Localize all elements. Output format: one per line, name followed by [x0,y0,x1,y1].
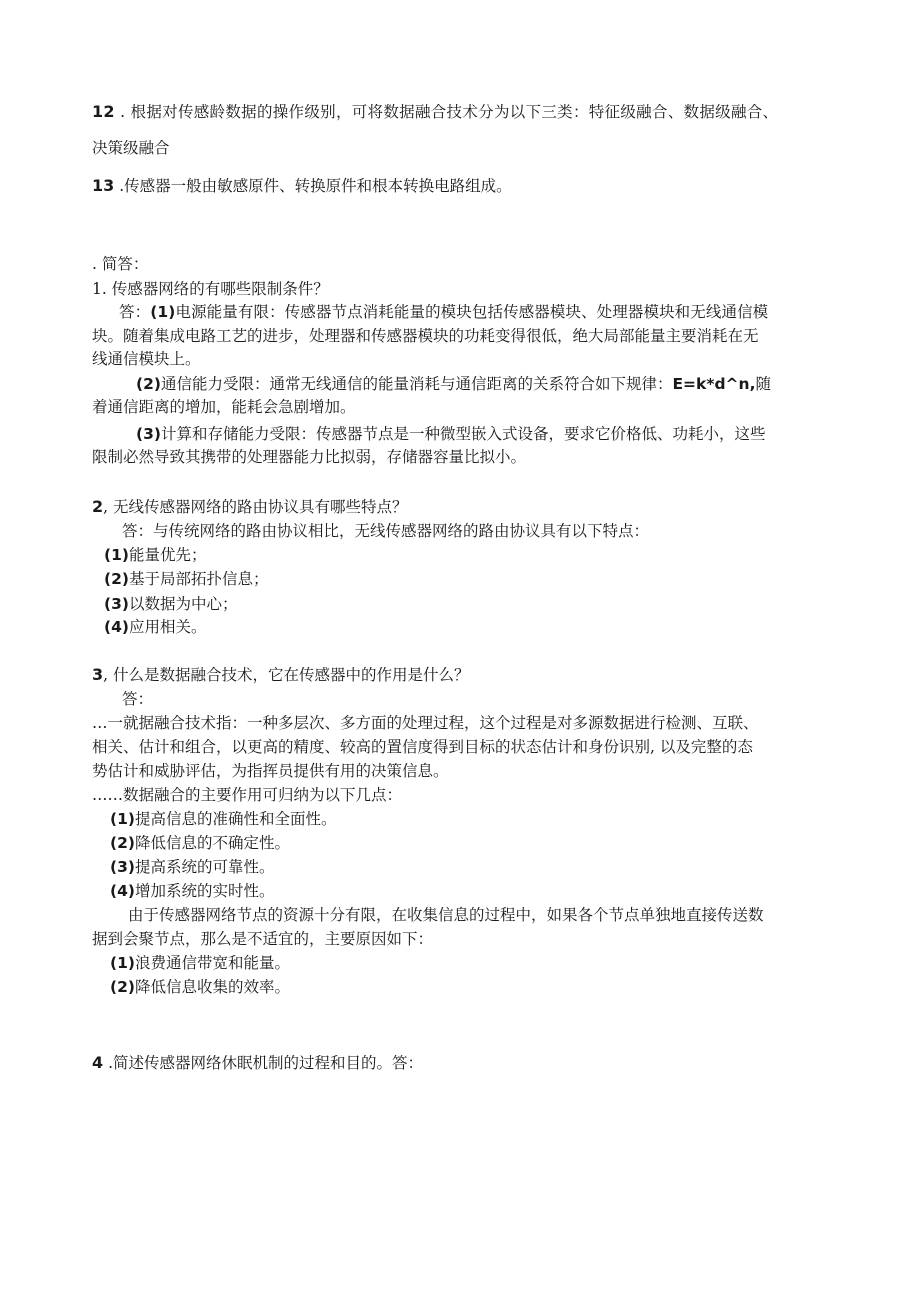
answer-3-line-3 [92,761,449,781]
question-2-title [92,497,408,517]
answer-text: 提高信息的准确性和全面性。 [134,810,337,828]
answer-2-item-1 [104,545,206,565]
question-12-line [92,102,778,122]
answer-label: 答： [119,303,151,321]
question-text: .简述传感器网络休眠机制的过程和目的。答： [103,1054,423,1072]
list-marker: (4) [104,618,129,636]
list-marker: (4) [110,882,135,900]
answer-text: 基于局部拓扑信息； [128,570,269,588]
question-13-line [92,176,512,196]
answer-2-item-4 [104,617,206,637]
list-marker: (3) [104,595,129,613]
answer-3-line-4 [92,785,402,805]
answer-text: 着通信距离的增加，能耗会急剧增加。 [92,398,356,416]
question-number: 4 [92,1053,104,1072]
question-text: 1. 传感器网络的有哪些限制条件？ [92,280,329,298]
answer-3-reason-2 [110,977,290,997]
answer-text: 计算和存储能力受限：传感器节点是一种微型嵌入式设备，要求它价格低、功耗小，这些 [160,425,766,443]
answer-text: 由于传感器网络节点的资源十分有限，在收集信息的过程中，如果各个节点单独地直接传送数 [128,906,764,924]
formula: E=k*d^n, [672,375,756,393]
answer-text: 以数据为中心； [128,595,238,613]
answer-text: 降低信息的不确定性。 [134,834,290,852]
question-number: 12 [92,102,115,121]
answer-1-item-2-cont [92,397,356,417]
list-marker: (1) [110,810,135,828]
list-marker: (1) [110,954,135,972]
question-text: , 什么是数据融合技术，它在传感器中的作用是什么？ [103,666,470,684]
list-marker: (2) [136,375,161,393]
answer-text: 提高系统的可靠性。 [134,858,275,876]
answer-1-item-3 [136,424,765,444]
question-text: 决策级融合 [92,139,170,157]
answer-text: 据到会聚节点，那么是不适宜的，主要原因如下： [92,930,434,948]
answer-1-item-3-cont [92,447,526,467]
answer-text: 电源能量有限：传感器节点消耗能量的模块包括传感器模块、处理器模块和无线通信模 [175,303,769,321]
answer-text: 浪费通信带宽和能量。 [134,954,290,972]
question-4-title [92,1053,423,1073]
answer-label: 答： [122,690,154,708]
answer-text: 降低信息收集的效率。 [134,978,290,996]
question-12-continuation [92,138,170,158]
question-3-title [92,665,470,685]
answer-3-item-2 [110,833,290,853]
question-text: .传感器一般由敏感原件、转换原件和根本转换电路组成。 [114,177,512,195]
answer-3-para-cont [92,929,433,949]
list-marker: (2) [110,978,135,996]
answer-1-line-3 [92,349,201,369]
question-text: . 根据对传感龄数据的操作级别，可将数据融合技术分为以下三类：特征级融合、数据级融合、 [114,103,779,121]
answer-text: 势估计和威胁评估，为指挥员提供有用的决策信息。 [92,762,449,780]
section-heading-text: . 简答： [92,255,149,273]
list-marker: (3) [136,425,161,443]
answer-1-line-1 [119,302,768,322]
answer-3-line-1 [92,713,759,733]
answer-3-item-4 [110,881,274,901]
list-marker: (2) [110,834,135,852]
list-marker: (3) [110,858,135,876]
answer-1-item-2 [136,374,771,394]
answer-text: 能量优先； [128,546,207,564]
answer-text: 线通信模块上。 [92,350,201,368]
answer-text: ……数据融合的主要作用可归纳为以下几点： [92,786,403,804]
answer-text: 相关、估计和组合，以更高的精度、较高的置信度得到目标的状态估计和身份识别, 以及完整的态 [92,738,753,756]
question-number: 13 [92,176,115,195]
answer-text: 块。随着集成电路工艺的进步，处理器和传感器模块的功耗变得很低，绝大局部能量主要消耗在无 [92,327,759,345]
answer-text: 答：与传统网络的路由协议相比，无线传感器网络的路由协议具有以下特点： [122,522,650,540]
answer-3-line-2 [92,737,753,757]
question-number: 3 [92,665,104,684]
answer-text: 应用相关。 [128,618,207,636]
answer-text: 增加系统的实时性。 [134,882,275,900]
question-text: , 无线传感器网络的路由协议具有哪些特点？ [103,498,408,516]
answer-text: 限制必然导致其携带的处理器能力比拟弱，存储器容量比拟小。 [92,448,527,466]
list-marker: (1) [104,546,129,564]
answer-text: 随 [755,375,771,393]
answer-3-reason-1 [110,953,290,973]
section-heading [92,254,148,274]
answer-1-line-2 [92,326,759,346]
question-number: 2 [92,497,104,516]
list-marker: (2) [104,570,129,588]
answer-text: …一就据融合技术指：一种多层次、多方面的处理过程，这个过程是对多源数据进行检测、互联、 [92,714,759,732]
answer-3-item-1 [110,809,336,829]
answer-text: 通信能力受限：通常无线通信的能量消耗与通信距离的关系符合如下规律： [160,375,673,393]
answer-2-item-3 [104,594,237,614]
list-marker: (1) [150,303,176,321]
answer-3-para [128,905,764,925]
answer-2-item-2 [104,569,268,589]
answer-3-label [122,689,153,709]
question-1-title [92,279,329,299]
answer-2-intro [122,521,649,541]
answer-3-item-3 [110,857,274,877]
